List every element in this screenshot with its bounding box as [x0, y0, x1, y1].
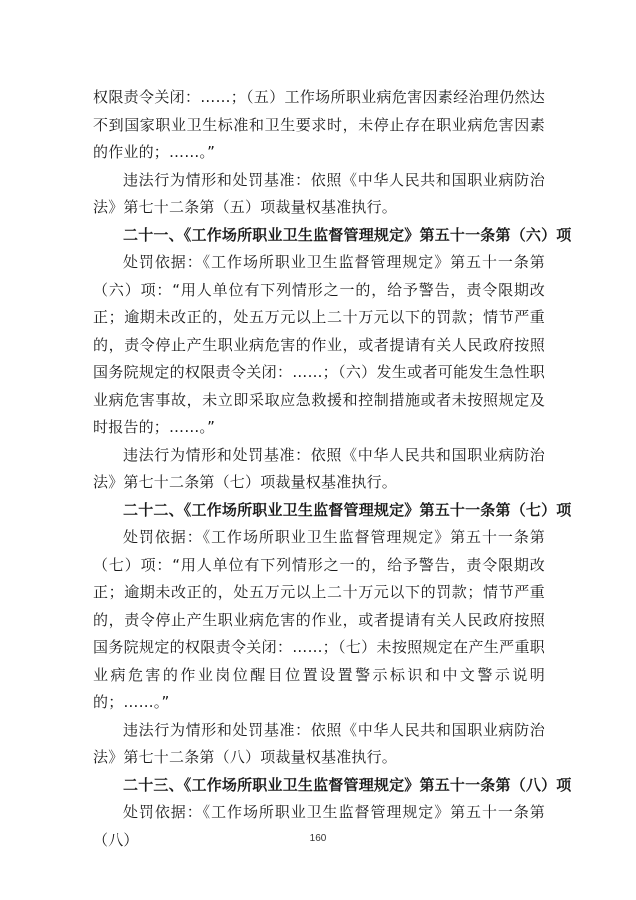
page-body	[93, 84, 572, 854]
paragraph-penalty-standard: 违法行为情形和处罚基准：依照《中华人民共和国职业病防治法》第七十二条第（七）项裁量权基准执行。	[93, 445, 545, 491]
paragraph-penalty-standard: 违法行为情形和处罚基准：依照《中华人民共和国职业病防治法》第七十二条第（八）项裁量权基准执行。	[93, 720, 545, 766]
page-number: 160	[309, 833, 327, 844]
section-heading-21: 二十一、《工作场所职业卫生监督管理规定》第五十一条第（六）项	[123, 225, 572, 244]
section-heading-23: 二十三、《工作场所职业卫生监督管理规定》第五十一条第（八）项	[123, 775, 572, 794]
paragraph-penalty-basis: 处罚依据：《工作场所职业卫生监督管理规定》第五十一条第（六）项：“用人单位有下列情形之一的，给予警告，责令限期改正；逾期未改正的，处五万元以上二十万元以下的罚款；情节严重的，责令停止产生职业病危害的作业，或者提请有关人民政府按照国务院规定的权限责令关闭：……；（六）发生或者可能发生急性职业病危害事故，未立即采取应急救援和控制措施或者未按照规定及时报告的；……。”	[93, 253, 545, 436]
paragraph-continuation: 权限责令关闭：……；（五）工作场所职业病危害因素经治理仍然达不到国家职业卫生标准和卫生要求时，未停止存在职业病危害因素的作业的；……。”	[93, 88, 545, 161]
paragraph-penalty-basis: 处罚依据：《工作场所职业卫生监督管理规定》第五十一条第（八）	[93, 803, 545, 849]
paragraph-penalty-basis: 处罚依据：《工作场所职业卫生监督管理规定》第五十一条第（七）项：“用人单位有下列情形之一的，给予警告，责令限期改正；逾期未改正的，处五万元以上二十万元以下的罚款；情节严重的，责令停止产生职业病危害的作业，或者提请有关人民政府按照国务院规定的权限责令关闭：……；（七）未按照规定在产生严重职业病危害的作业岗位醒目位置设置警示标识和中文警示说明的；……。”	[93, 528, 545, 711]
paragraph-penalty-standard: 违法行为情形和处罚基准：依照《中华人民共和国职业病防治法》第七十二条第（五）项裁量权基准执行。	[93, 170, 545, 216]
section-heading-22: 二十二、《工作场所职业卫生监督管理规定》第五十一条第（七）项	[123, 500, 572, 519]
